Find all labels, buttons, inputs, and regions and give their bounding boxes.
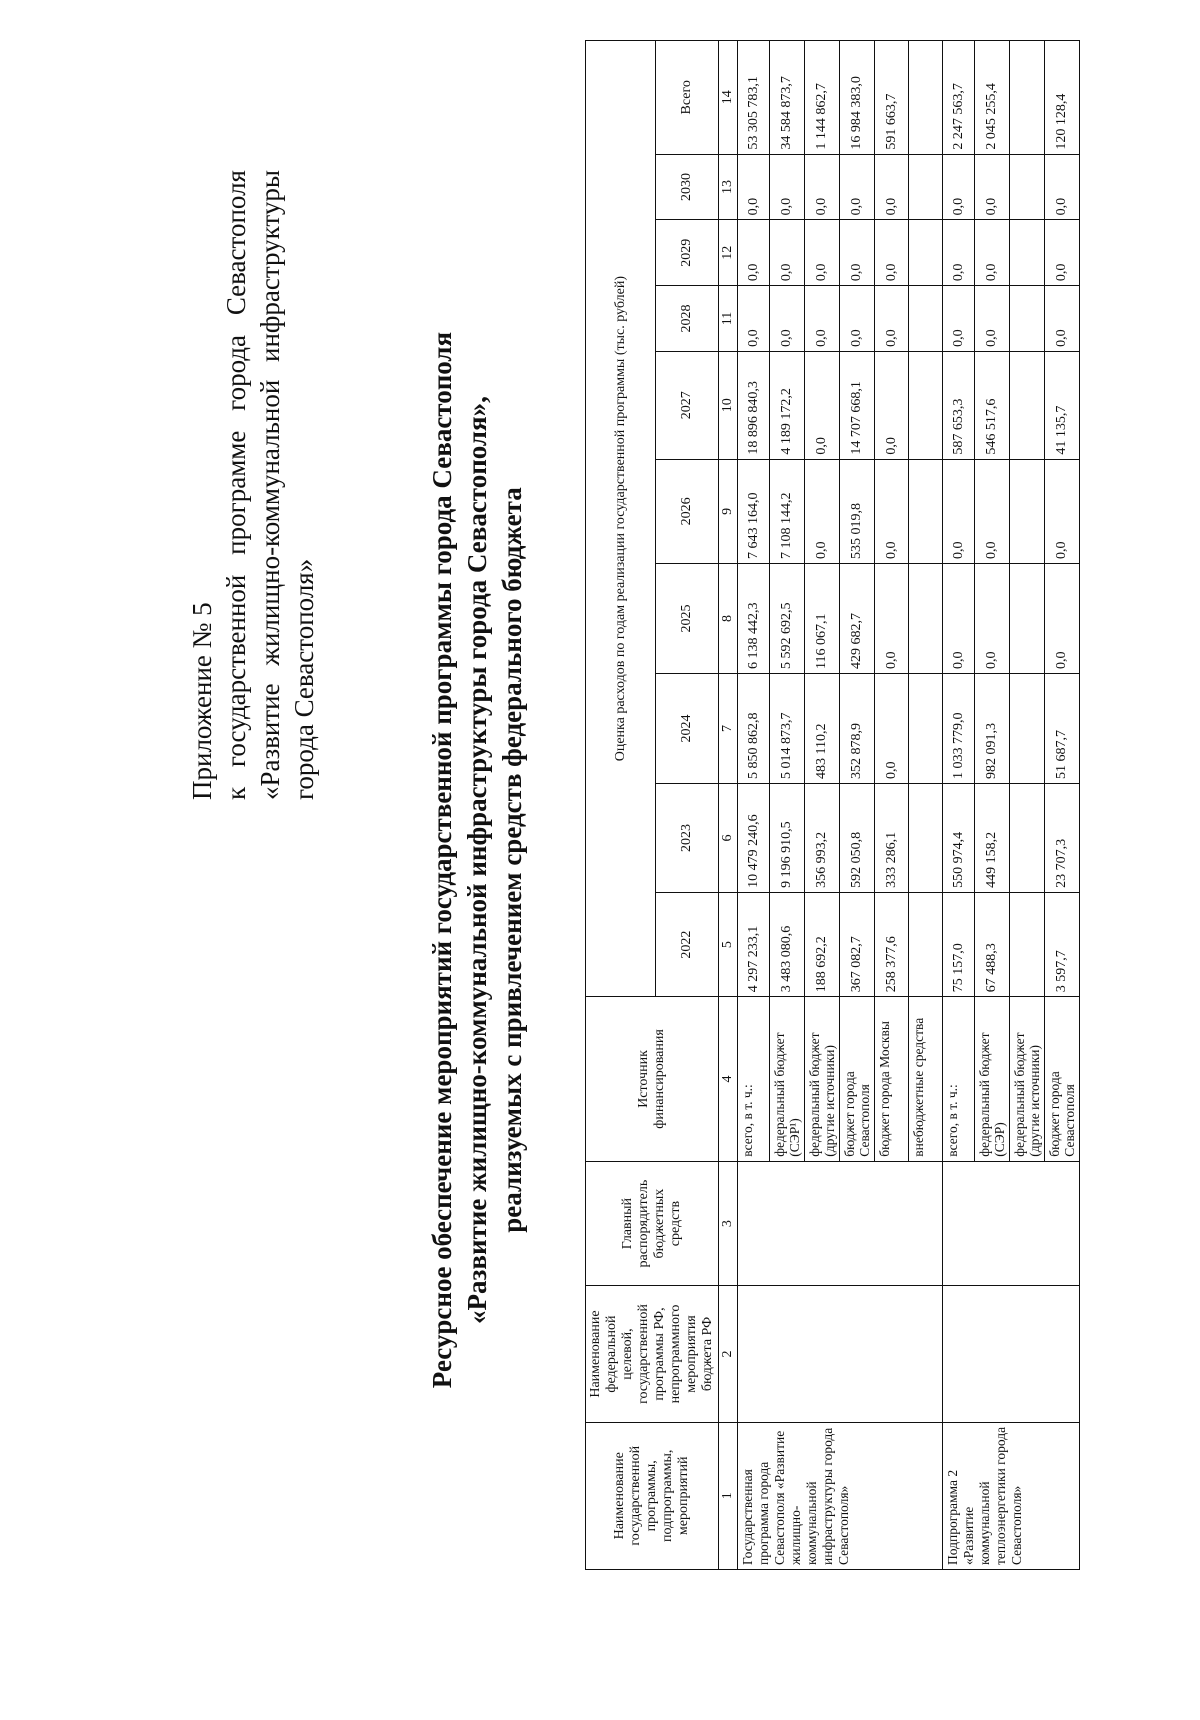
total-cell: 2 045 255,4 (975, 41, 1010, 155)
header-year: 2029 (656, 220, 719, 286)
appendix-block (185, 170, 321, 800)
total-cell: 16 984 383,0 (840, 41, 875, 155)
value-cell (1010, 220, 1045, 286)
appendix-word: жилищно-коммунальной (255, 379, 285, 666)
value-cell: 14 707 668,1 (840, 351, 875, 459)
value-cell: 0,0 (1045, 220, 1080, 286)
total-cell: 53 305 783,1 (738, 41, 770, 155)
value-cell (1010, 459, 1045, 563)
value-cell: 0,0 (770, 154, 805, 220)
table-row (738, 41, 770, 1570)
value-cell: 0,0 (943, 220, 975, 286)
title-line-2: «Развитие жилищно-коммунальной инфраструктуры города Севастополя», (462, 396, 492, 1324)
funding-source-cell: федеральный бюджет (другие источники) (1010, 997, 1045, 1161)
column-number: 3 (719, 1161, 738, 1286)
value-cell: 0,0 (975, 286, 1010, 352)
value-cell: 9 196 910,5 (770, 784, 805, 893)
value-cell: 0,0 (805, 351, 840, 459)
value-cell: 0,0 (875, 459, 909, 563)
value-cell: 258 377,6 (875, 892, 909, 996)
value-cell (1010, 286, 1045, 352)
funding-source-cell: бюджет города Севастополя (840, 997, 875, 1161)
appendix-word: программе (221, 430, 251, 555)
value-cell: 0,0 (770, 286, 805, 352)
title-line-3: реализуемых с привлечением средств федерального бюджета (497, 487, 527, 1233)
header-year: 2024 (656, 674, 719, 784)
value-cell: 188 692,2 (805, 892, 840, 996)
header-federal-program: Наименование федеральной целевой, государственной программы РФ, непрограммного мероприятия бюджета РФ (586, 1286, 719, 1422)
value-cell: 0,0 (875, 220, 909, 286)
value-cell: 0,0 (875, 674, 909, 784)
resource-table (585, 40, 1080, 1570)
value-cell (909, 674, 943, 784)
value-cell: 0,0 (1045, 286, 1080, 352)
value-cell: 0,0 (1045, 459, 1080, 563)
column-number: 10 (719, 351, 738, 459)
federal-program-cell (738, 1286, 943, 1422)
header-total: Всего (656, 41, 719, 155)
total-cell: 591 663,7 (875, 41, 909, 155)
value-cell: 0,0 (805, 459, 840, 563)
value-cell (909, 459, 943, 563)
funding-source-cell: федеральный бюджет (СЭР) (975, 997, 1010, 1161)
header-expense-estimate: Оценка расходов по годам реализации государственной программы (тыс. рублей) (586, 41, 656, 997)
value-cell: 41 135,7 (1045, 351, 1080, 459)
header-year: 2030 (656, 154, 719, 220)
value-cell: 7 108 144,2 (770, 459, 805, 563)
value-cell: 0,0 (943, 286, 975, 352)
funding-source-cell: всего, в т. ч.: (943, 997, 975, 1161)
value-cell: 18 896 840,3 (738, 351, 770, 459)
appendix-line-2 (219, 170, 253, 800)
funding-source-cell: внебюджетные средства (909, 997, 943, 1161)
value-cell (1010, 564, 1045, 674)
value-cell: 356 993,2 (805, 784, 840, 893)
column-number: 13 (719, 154, 738, 220)
value-cell: 5 850 862,8 (738, 674, 770, 784)
value-cell: 1 033 779,0 (943, 674, 975, 784)
value-cell: 0,0 (875, 564, 909, 674)
table-body (719, 41, 1080, 1570)
value-cell: 0,0 (943, 154, 975, 220)
value-cell: 483 110,2 (805, 674, 840, 784)
value-cell: 0,0 (1045, 154, 1080, 220)
value-cell: 10 479 240,6 (738, 784, 770, 893)
value-cell: 0,0 (875, 286, 909, 352)
program-name-cell: Государственная программа города Севастополя «Развитие жилищно-коммунальной инфраструктуры города Севастополя» (738, 1422, 943, 1569)
value-cell: 5 592 692,5 (770, 564, 805, 674)
total-cell (1010, 41, 1045, 155)
value-cell: 7 643 164,0 (738, 459, 770, 563)
value-cell: 535 019,8 (840, 459, 875, 563)
appendix-line-3 (253, 170, 287, 800)
value-cell: 23 707,3 (1045, 784, 1080, 893)
value-cell: 0,0 (1045, 564, 1080, 674)
value-cell: 0,0 (840, 220, 875, 286)
value-cell (909, 351, 943, 459)
column-number: 9 (719, 459, 738, 563)
value-cell: 0,0 (975, 154, 1010, 220)
value-cell: 4 189 172,2 (770, 351, 805, 459)
federal-program-cell (943, 1286, 1080, 1422)
column-number: 1 (719, 1422, 738, 1569)
value-cell (909, 220, 943, 286)
value-cell: 4 297 233,1 (738, 892, 770, 996)
header-year: 2028 (656, 286, 719, 352)
document-title (425, 20, 530, 1700)
value-cell: 6 138 442,3 (738, 564, 770, 674)
value-cell: 0,0 (875, 351, 909, 459)
value-cell: 429 682,7 (840, 564, 875, 674)
value-cell (1010, 892, 1045, 996)
value-cell: 449 158,2 (975, 784, 1010, 893)
value-cell (909, 154, 943, 220)
header-year: 2023 (656, 784, 719, 893)
total-cell: 120 128,4 (1045, 41, 1080, 155)
value-cell: 587 653,3 (943, 351, 975, 459)
appendix-word: инфраструктуры (255, 170, 285, 362)
total-cell: 1 144 862,7 (805, 41, 840, 155)
value-cell: 352 878,9 (840, 674, 875, 784)
funding-source-cell: федеральный бюджет (другие источники) (805, 997, 840, 1161)
appendix-word: города (221, 334, 251, 411)
column-number: 11 (719, 286, 738, 352)
budget-manager-cell (943, 1161, 1080, 1286)
program-name-cell: Подпрограмма 2 «Развитие коммунальной теплоэнергетики города Севастополя» (943, 1422, 1080, 1569)
value-cell: 333 286,1 (875, 784, 909, 893)
value-cell (909, 564, 943, 674)
title-line-1: Ресурсное обеспечение мероприятий государственной программы города Севастополя (427, 331, 457, 1389)
column-number: 4 (719, 997, 738, 1161)
appendix-word: Севастополя (221, 170, 251, 316)
value-cell: 0,0 (975, 459, 1010, 563)
table-row (943, 41, 975, 1570)
value-cell (1010, 154, 1045, 220)
column-number: 6 (719, 784, 738, 893)
header-year: 2022 (656, 892, 719, 996)
value-cell (1010, 674, 1045, 784)
value-cell: 0,0 (805, 286, 840, 352)
appendix-number: Приложение № 5 (187, 602, 217, 800)
value-cell: 0,0 (975, 564, 1010, 674)
value-cell: 51 687,7 (1045, 674, 1080, 784)
value-cell: 0,0 (943, 459, 975, 563)
value-cell (909, 784, 943, 893)
value-cell: 5 014 873,7 (770, 674, 805, 784)
appendix-line-4: города Севастополя» (289, 558, 319, 800)
header-funding-source: Источник финансирования (586, 997, 719, 1161)
value-cell: 3 483 080,6 (770, 892, 805, 996)
value-cell: 546 517,6 (975, 351, 1010, 459)
header-year: 2026 (656, 459, 719, 563)
value-cell (909, 286, 943, 352)
header-program-name: Наименование государственной программы, подпрограммы, мероприятий (586, 1422, 719, 1569)
value-cell: 67 488,3 (975, 892, 1010, 996)
appendix-word: к (221, 786, 251, 800)
value-cell: 0,0 (805, 154, 840, 220)
value-cell (909, 892, 943, 996)
column-numbers-row (719, 41, 738, 1570)
total-cell (909, 41, 943, 155)
value-cell: 0,0 (840, 154, 875, 220)
funding-source-cell: федеральный бюджет (СЭР¹) (770, 997, 805, 1161)
value-cell: 982 091,3 (975, 674, 1010, 784)
value-cell (1010, 784, 1045, 893)
column-number: 2 (719, 1286, 738, 1422)
appendix-word: государственной (221, 574, 251, 768)
value-cell: 3 597,7 (1045, 892, 1080, 996)
value-cell: 75 157,0 (943, 892, 975, 996)
value-cell: 116 067,1 (805, 564, 840, 674)
value-cell (1010, 351, 1045, 459)
value-cell: 0,0 (943, 564, 975, 674)
value-cell: 0,0 (738, 220, 770, 286)
column-number: 14 (719, 41, 738, 155)
header-year: 2027 (656, 351, 719, 459)
funding-source-cell: бюджет города Москвы (875, 997, 909, 1161)
value-cell: 0,0 (840, 286, 875, 352)
header-year: 2025 (656, 564, 719, 674)
budget-manager-cell (738, 1161, 943, 1286)
funding-source-cell: всего, в т. ч.: (738, 997, 770, 1161)
funding-source-cell: бюджет города Севастополя (1045, 997, 1080, 1161)
value-cell: 0,0 (770, 220, 805, 286)
value-cell: 0,0 (805, 220, 840, 286)
header-row (586, 41, 656, 1570)
value-cell: 0,0 (975, 220, 1010, 286)
value-cell: 0,0 (738, 154, 770, 220)
value-cell: 0,0 (875, 154, 909, 220)
appendix-word: «Развитие (255, 683, 285, 800)
column-number: 8 (719, 564, 738, 674)
value-cell: 592 050,8 (840, 784, 875, 893)
landscape-page (0, 20, 1200, 1700)
total-cell: 34 584 873,7 (770, 41, 805, 155)
value-cell: 367 082,7 (840, 892, 875, 996)
total-cell: 2 247 563,7 (943, 41, 975, 155)
column-number: 12 (719, 220, 738, 286)
column-number: 5 (719, 892, 738, 996)
header-budget-manager: Главный распорядитель бюджетных средств (586, 1161, 719, 1286)
value-cell: 0,0 (738, 286, 770, 352)
value-cell: 550 974,4 (943, 784, 975, 893)
column-number: 7 (719, 674, 738, 784)
